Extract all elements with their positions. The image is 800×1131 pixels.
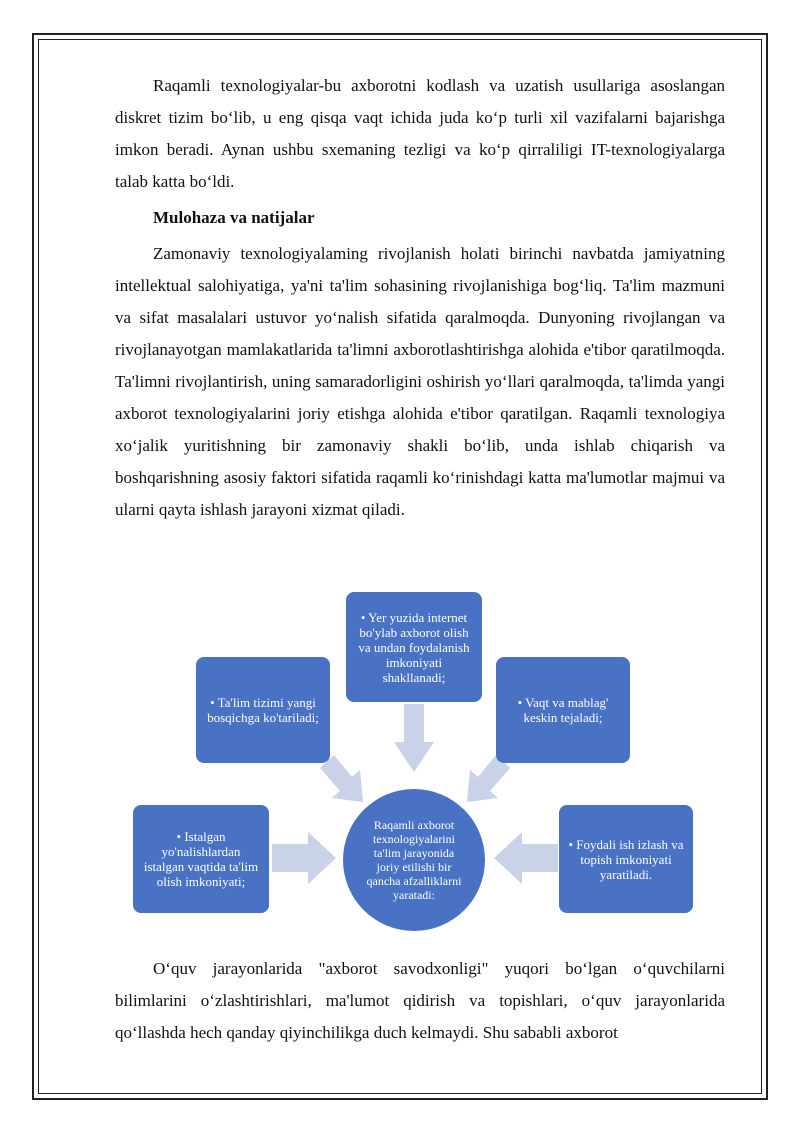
arrow-top bbox=[394, 704, 434, 772]
diagram-box-top-right: • Vaqt va mablag' keskin tejaladi; bbox=[496, 657, 630, 763]
arrow-top-left bbox=[320, 755, 363, 802]
diagram-box-right: • Foydali ish izlash va topish imkoniyati yaratiladi. bbox=[559, 805, 693, 913]
paragraph-2: Zamonaviy texnologiyalaming rivojlanish holati birinchi navbatda jamiyatning intellektual salohiyatiga, ya'ni ta'lim sohasining rivojlanishiga bog‘liq. Ta'lim mazmuni va sifat masalalari ustuvor yo‘nalish sifatida qaralmoqda. Dunyoning rivojlangan va rivojlanayotgan mamlakatlarida ta'limni axborotlashtirishga alohida e'tibor qaratilmoqda. Ta'limni rivojlantirish, uning samaradorligini oshirish yo‘llari qaralmoqda, ta'limda yangi axborot texnologiyalarini joriy etishga alohida e'tibor qaratilgan. Raqamli texnologiya xo‘jalik yuritishning bir zamonaviy shakli bo‘lib, unda ishlab chiqarish va boshqarishning asosiy faktori sifatida raqamli ko‘rinishdagi katta ma'lumotlar majmui va ularni qayta ishlash jarayoni xizmat qiladi. bbox=[115, 244, 725, 519]
diagram-box-top: • Yer yuzida internet bo'ylab axborot olish va undan foydalanish imkoniyati shakllanadi; bbox=[346, 592, 482, 702]
arrow-left bbox=[272, 832, 336, 884]
text-bottom bbox=[115, 953, 725, 1049]
diagram-box-left: • Istalgan yo'nalishlardan istalgan vaqtida ta'lim olish imkoniyati; bbox=[133, 805, 269, 913]
diagram-center-circle: Raqamli axborot texnologiyalarini ta'lim jarayonida joriy etilishi bir qancha afzalliklarni yaratadi: bbox=[343, 789, 485, 931]
benefits-diagram bbox=[130, 592, 700, 932]
arrow-right bbox=[494, 832, 558, 884]
section-heading: Mulohaza va natijalar bbox=[153, 208, 315, 227]
text-top bbox=[115, 70, 725, 526]
paragraph-3: O‘quv jarayonlarida "axborot savodxonligi" yuqori bo‘lgan o‘quvchilarni bilimlarini o‘zlashtirishlari, ma'lumot qidirish va topishlari, o‘quv jarayonlarida qo‘llashda hech qanday qiyinchilikga duch kelmaydi. Shu sababli axborot bbox=[115, 959, 725, 1042]
diagram-box-top-left: • Ta'lim tizimi yangi bosqichga ko'tariladi; bbox=[196, 657, 330, 763]
paragraph-1: Raqamli texnologiyalar-bu axborotni kodlash va uzatish usullariga asoslangan diskret tizim bo‘lib, u eng qisqa vaqt ichida juda ko‘p turli xil vazifalarni bajarishga imkon beradi. Aynan ushbu sxemaning tezligi va ko‘p qirraliligi IT-texnologiyalarga talab katta bo‘ldi. bbox=[115, 76, 725, 191]
